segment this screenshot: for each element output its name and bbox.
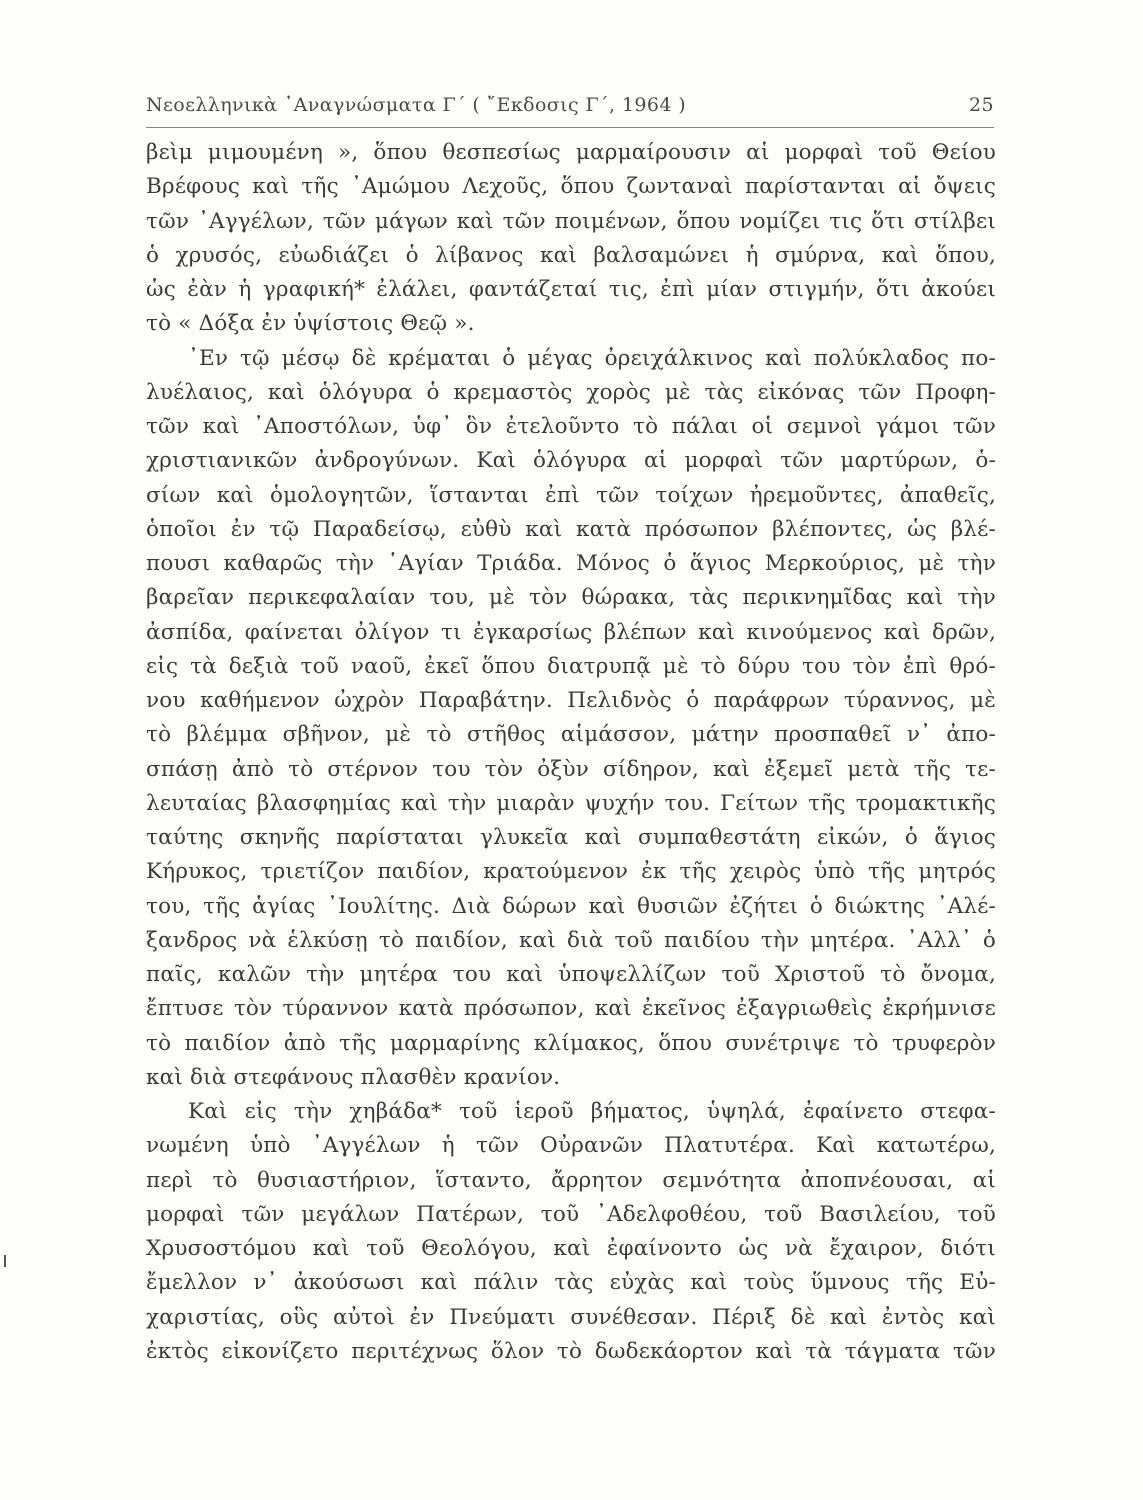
text-line: περὶ τὸ θυσιαστήριον, ἵσταντο, ἄρρητον σεμνότητα ἀποπνέουσαι, αἱ — [146, 1167, 996, 1193]
text-line: τὸ παιδίον ἀπὸ τῆς μαρμαρίνης κλίμακος, ὅπου συνέτριψε τὸ τρυφερὸν — [146, 1030, 996, 1056]
text-line: νου καθήμενον ὠχρὸν Παραβάτην. Πελιδνὸς ὁ παράφρων τύραννος, μὲ — [146, 688, 996, 713]
text-line: ἔπτυσε τὸν τύραννον κατὰ πρόσωπον, καὶ ἐκεῖνος ἐξαγριωθεὶς ἐκρήμνισε — [146, 996, 996, 1022]
text-line: μορφαὶ τῶν μεγάλων Πατέρων, τοῦ ᾿Αδελφοθέου, τοῦ Βασιλείου, τοῦ — [146, 1201, 996, 1227]
text-line: Καὶ εἰς τὴν χηβάδα* τοῦ ἱεροῦ βήματος, ὑψηλά, ἐφαίνετο στεφα- — [188, 1099, 996, 1124]
text-line: εἰς τὰ δεξιὰ τοῦ ναοῦ, ἐκεῖ ὅπου διατρυπᾷ μὲ τὸ δύρυ του τὸν ἐπὶ θρό- — [146, 653, 996, 679]
margin-mark — [4, 1255, 6, 1267]
text-line: βεὶμ μιμουμένη », ὅπου θεσπεσίως μαρμαίρουσιν αἱ μορφαὶ τοῦ Θείου — [146, 140, 996, 165]
text-line: τὸ « Δόξα ἐν ὑψίστοις Θεῷ ». — [146, 311, 475, 337]
text-line: λευταίας βλασφημίας καὶ τὴν μιαρὰν ψυχήν του. Γείτων τῆς τρομακτικῆς — [146, 790, 996, 816]
text-line: Βρέφους καὶ τῆς ᾿Αμώμου Λεχοῦς, ὅπου ζωνταναὶ παρίστανται αἱ ὄψεις — [146, 174, 996, 200]
text-line: σίων καὶ ὁμολογητῶν, ἵστανται ἐπὶ τῶν τοίχων ἠρεμοῦντες, ἀπαθεῖς, — [146, 482, 996, 508]
text-line: λυέλαιος, καὶ ὁλόγυρα ὁ κρεμαστὸς χορὸς μὲ τὰς εἰκόνας τῶν Προφη- — [146, 379, 996, 405]
text-line: ἐκτὸς εἰκονίζετο περιτέχνως ὅλον τὸ δωδεκάορτον καὶ τὰ τάγματα τῶν — [146, 1338, 996, 1364]
running-header — [146, 88, 994, 124]
text-line: Χρυσοστόμου καὶ τοῦ Θεολόγου, καὶ ἐφαίνοντο ὡς νὰ ἔχαιρον, διότι — [146, 1236, 996, 1261]
text-line: ταύτης σκηνῆς παρίσταται γλυκεῖα καὶ συμπαθεστάτη εἰκών, ὁ ἅγιος — [146, 825, 996, 850]
text-line: καὶ διὰ στεφάνους πλασθὲν κρανίον. — [146, 1064, 561, 1090]
page-number: 25 — [969, 94, 994, 116]
text-line: πουσι καθαρῶς τὴν ῾Αγίαν Τριάδα. Μόνος ὁ ἅγιος Μερκούριος, μὲ τὴν — [146, 551, 996, 576]
text-line: του, τῆς ἁγίας ᾿Ιουλίτης. Διὰ δώρων καὶ θυσιῶν ἐζήτει ὁ διώκτης ᾿Αλέ- — [146, 893, 996, 919]
text-line: ὁ χρυσός, εὐωδιάζει ὁ λίβανος καὶ βαλσαμώνει ἡ σμύρνα, καὶ ὅπου, — [146, 242, 996, 268]
text-line: σπάσῃ ἀπὸ τὸ στέρνον του τὸν ὀξὺν σίδηρον, καὶ ἐξεμεῖ μετὰ τῆς τε- — [146, 756, 996, 782]
text-line: χαριστίας, οὓς αὐτοὶ ἐν Πνεύματι συνέθεσαν. Πέριξ δὲ καὶ ἐντὸς καὶ — [146, 1304, 996, 1330]
text-line: ᾿Εν τῷ μέσῳ δὲ κρέμαται ὁ μέγας ὀρειχάλκινος καὶ πολύκλαδος πο- — [188, 345, 996, 371]
header-rule — [146, 127, 994, 128]
body-text — [146, 136, 996, 1369]
text-line: ὡς ἐὰν ἡ γραφική* ἐλάλει, φαντάζεταί τις, ἐπὶ μίαν στιγμήν, ὅτι ἀκούει — [146, 277, 996, 302]
text-line: Κήρυκος, τριετίζον παιδίον, κρατούμενον ἐκ τῆς χειρὸς ὑπὸ τῆς μητρός — [146, 859, 996, 885]
text-line: ἔμελλον ν᾿ ἀκούσωσι καὶ πάλιν τὰς εὐχὰς καὶ τοὺς ὕμνους τῆς Εὐ- — [146, 1270, 996, 1296]
text-line: τῶν καὶ ᾿Αποστόλων, ὑφ᾿ ὃν ἐτελοῦντο τὸ πάλαι οἱ σεμνοὶ γάμοι τῶν — [146, 414, 996, 439]
text-line: ὁποῖοι ἐν τῷ Παραδείσῳ, εὐθὺ καὶ κατὰ πρόσωπον βλέποντες, ὡς βλέ- — [146, 516, 996, 542]
text-line: τὸ βλέμμα σβῆνον, μὲ τὸ στῆθος αἱμάσσον, μάτην προσπαθεῖ ν᾿ ἀπο- — [146, 722, 996, 748]
text-line: χριστιανικῶν ἀνδρογύνων. Καὶ ὁλόγυρα αἱ μορφαὶ τῶν μαρτύρων, ὁ- — [146, 448, 996, 474]
text-line: νωμένη ὑπὸ ᾿Αγγέλων ἡ τῶν Οὐρανῶν Πλατυτέρα. Καὶ κατωτέρω, — [146, 1133, 996, 1159]
running-title: Νεοελληνικὰ ᾿Αναγνώσματα Γ΄ ( ῎Εκδοσις Γ΄, 1964 ) — [146, 94, 687, 116]
text-line: ξανδρος νὰ ἑλκύσῃ τὸ παιδίον, καὶ διὰ τοῦ παιδίου τὴν μητέρα. ᾿Αλλ᾿ ὁ — [146, 927, 996, 953]
text-line: ἀσπίδα, φαίνεται ὀλίγον τι ἐγκαρσίως βλέπων καὶ κινούμενος καὶ δρῶν, — [146, 619, 996, 645]
text-line: βαρεῖαν περικεφαλαίαν του, μὲ τὸν θώρακα, τὰς περικνημῖδας καὶ τὴν — [146, 585, 996, 611]
text-line: τῶν ᾿Αγγέλων, τῶν μάγων καὶ τῶν ποιμένων, ὅπου νομίζει τις ὅτι στίλβει — [146, 208, 996, 234]
text-line: παῖς, καλῶν τὴν μητέρα του καὶ ὑποψελλίζων τοῦ Χριστοῦ τὸ ὄνομα, — [146, 962, 996, 987]
